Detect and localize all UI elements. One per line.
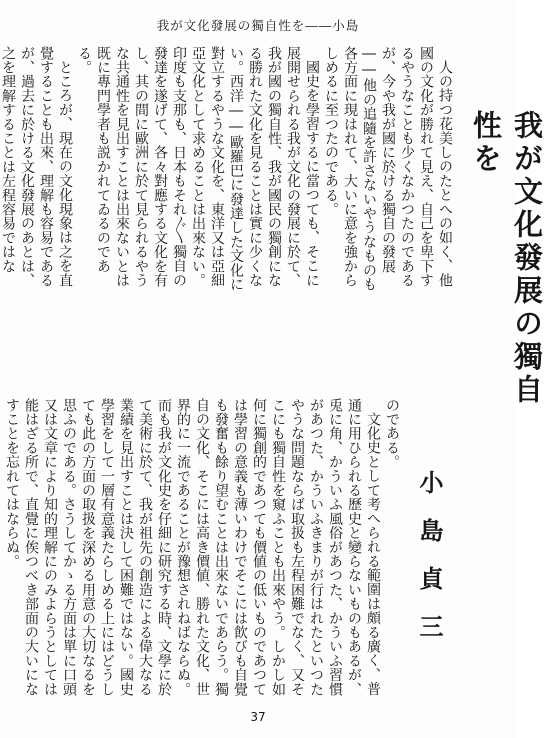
article-body-upper: [0, 46, 454, 294]
paragraph: 人の持つ花美しのたとへの如く、他國の文化が勝れて見え、自己を卑下するやうなことも少くなかつたのであるが、今や我が國に於ける獨自の發展――他の追隨を許さないやうなものも各方面に現はれて、大いに意を強からしめるに至つたのである。: [323, 46, 453, 292]
article-title: 我が文化發展の獨自性を: [469, 110, 544, 407]
article-body-lower: [4, 398, 401, 698]
paragraph: 文化史として考へられる範圍は頗る廣く、普通に用ひられる歷史と變らないものもあるが、兎に角、かういふ風俗があつた、かういふ習慣があつた、かういふきまりが行はれたといつたやうな問題ならば取扱も左程困難でなく、又そこにも獨自性を窺ふことも出來やう。しかし如何に獨創的であつても價値の低いものであつては學習の意義も薄いわけでそこには飮びも自覺も發奮も餘り望むことは出來ないであらう。獨自の文化、そこには高き價値、勝れた文化、世界的に一流であることが豫想されねばならぬ。而も我が文化史を仔細に研究する時、文學に於て美術に於て、我が祖先の創造による偉大なる業績を見出すことは決して困難ではない。國史學習をして一層有意義たらしめる上にはどうしても此の方面の取扱を深める用意の大切なるを思ふのである。さうしてかゝる方面は單に口頭又は文章により知的理解にのみよらうとしては能はざる所で、直覺に俟つべき部面の大いになすことを忘れてはならぬ。: [4, 398, 381, 697]
page-number: 37: [250, 710, 266, 724]
paragraph: のである。: [384, 398, 400, 469]
paragraph: ところが、現在の文化現象は之を直覺することも出來、理解も容易であるが、過去に於ける文化發展のあとは、之を理解することは左程容易ではな: [0, 46, 73, 288]
paragraph: 國史を學習するに當つても、そこに展開せられる我が文化の發展に於て、我が國の獨自性、我が國民の獨創になる勝れた文化を見ることは實に少くない。西洋――歐羅巴に發達した文化に對立するやうな文化を、東洋又は亞細亞文化として求めることは出來ない。印度も支那も、日本もそれ〴〵獨自の發達を遂げて、各々對應する文化を有し、其の間に歐洲に於て見られるやうな共通性を見出すことは出來ないとは既に專門學者も説かれてゐるのである。: [76, 46, 320, 292]
running-title: 我が文化發展の獨自性を――小島: [156, 18, 360, 33]
author-name: 小 島 貞 三: [415, 470, 444, 638]
